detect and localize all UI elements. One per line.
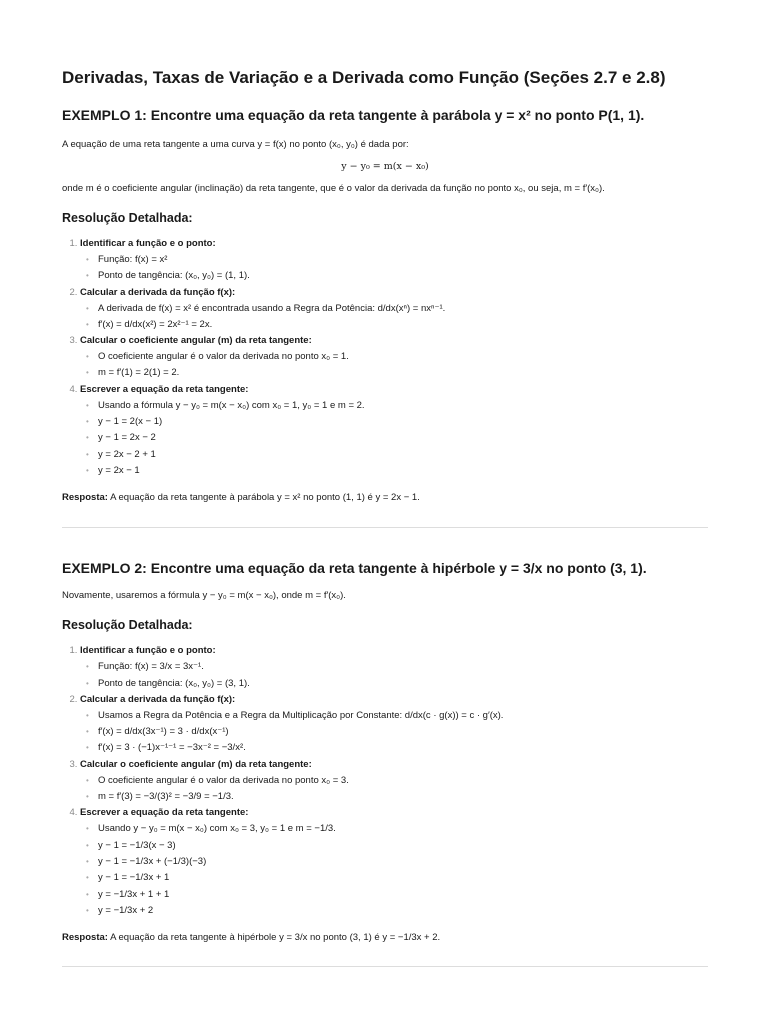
step-item: • Ponto de tangência: (x₀, y₀) = (1, 1).: [98, 268, 708, 284]
step-item: • A derivada de f(x) = x² é encontrada usando a Regra da Potência: d/dx(xⁿ) = nxⁿ⁻¹.: [98, 301, 708, 317]
step-title: Identificar a função e o ponto:: [80, 238, 216, 249]
example-1-heading: [62, 104, 708, 126]
example-2-resolution-title: Resolução Detalhada:: [62, 618, 193, 633]
step-item: • f′(x) = d/dx(3x⁻¹) = 3 · d/dx(x⁻¹): [98, 724, 708, 740]
step-title: Calcular o coeficiente angular (m) da reta tangente:: [80, 335, 312, 347]
step-item: • Usamos a Regra da Potência e a Regra da Multiplicação por Constante: d/dx(c · g(x)) = c · g′(x).: [98, 708, 708, 724]
example-1-intro-2: onde m é o coeficiente angular (inclinação) da reta tangente, que é o valor da derivada da função no ponto x₀, ou seja, m = f′(x₀).: [62, 183, 605, 194]
example-2-steps: [62, 643, 708, 919]
example-2-label: EXEMPLO 2:: [62, 560, 147, 577]
step: [80, 643, 708, 692]
answer-text: A equação da reta tangente à hipérbole y = 3/x no ponto (3, 1) é y = −1/3x + 2.: [110, 932, 441, 944]
tangent-formula: y − y₀ = m(x − x₀): [341, 161, 429, 172]
step-item: • Ponto de tangência: (x₀, y₀) = (3, 1).: [98, 676, 708, 692]
step-item: • Função: f(x) = x²: [98, 252, 708, 268]
example-2-answer: [62, 931, 708, 945]
example-1-intro: A equação de uma reta tangente a uma curva y = f(x) no ponto (x₀, y₀) é dada por:: [62, 139, 409, 150]
step-item: • y − 1 = −1/3x + 1: [98, 870, 708, 886]
example-1-statement: Encontre uma equação da reta tangente à parábola y = x² no ponto P(1, 1).: [150, 107, 645, 123]
step-title: Calcular a derivada da função f(x):: [80, 286, 236, 298]
page-title: Derivadas, Taxas de Variação e a Derivada como Função (Seções 2.7 e 2.8): [62, 68, 666, 87]
step-item: • y = −1/3x + 1 + 1: [98, 887, 708, 903]
step-item: • y − 1 = 2(x − 1): [98, 414, 708, 430]
step-item: • y = 2x − 2 + 1: [98, 447, 708, 463]
step-item: • y − 1 = −1/3x + (−1/3)(−3): [98, 854, 708, 870]
step-item: • m = f′(3) = −3/(3)² = −3/9 = −1/3.: [98, 789, 708, 805]
step-item: • O coeficiente angular é o valor da derivada no ponto x₀ = 1.: [98, 349, 708, 365]
step-item: • f′(x) = d/dx(x²) = 2x²⁻¹ = 2x.: [98, 317, 708, 333]
step: [80, 236, 708, 285]
step: [80, 285, 708, 334]
example-2-statement: Encontre uma equação da reta tangente à hipérbole y = 3/x no ponto (3, 1).: [150, 560, 647, 577]
step: [80, 333, 708, 382]
step-title: Escrever a equação da reta tangente:: [80, 807, 249, 819]
section-divider: [62, 966, 708, 967]
example-1: [62, 104, 708, 505]
step-item: • m = f′(1) = 2(1) = 2.: [98, 365, 708, 381]
step-item: • f′(x) = 3 · (−1)x⁻¹⁻¹ = −3x⁻² = −3/x².: [98, 740, 708, 756]
step-item: • y = −1/3x + 2: [98, 903, 708, 919]
step-title: Calcular a derivada da função f(x):: [80, 693, 236, 705]
step-item: • Usando y − y₀ = m(x − x₀) com x₀ = 3, y₀ = 1 e m = −1/3.: [98, 821, 708, 837]
example-1-resolution-title: Resolução Detalhada:: [62, 211, 193, 225]
answer-text: A equação da reta tangente à parábola y = x² no ponto (1, 1) é y = 2x − 1.: [110, 492, 420, 504]
example-2-heading: [62, 557, 708, 579]
step: [80, 692, 708, 757]
step-item: • y − 1 = 2x − 2: [98, 430, 708, 446]
example-1-answer: [62, 491, 708, 505]
step-title: Identificar a função e o ponto:: [80, 645, 216, 657]
section-divider: [62, 527, 708, 528]
step-item: • Usando a fórmula y − y₀ = m(x − x₀) com x₀ = 1, y₀ = 1 e m = 2.: [98, 398, 708, 414]
example-2-intro: Novamente, usaremos a fórmula y − y₀ = m(x − x₀), onde m = f′(x₀).: [62, 590, 346, 602]
step-item: • y = 2x − 1: [98, 463, 708, 479]
step-title: Calcular o coeficiente angular (m) da reta tangente:: [80, 758, 312, 770]
answer-label: Resposta:: [62, 492, 108, 504]
example-1-label: EXEMPLO 1:: [62, 107, 147, 123]
step-item: • y − 1 = −1/3(x − 3): [98, 838, 708, 854]
step: [80, 805, 708, 919]
example-2: [62, 557, 708, 945]
step-item: • Função: f(x) = 3/x = 3x⁻¹.: [98, 659, 708, 675]
step-title: Escrever a equação da reta tangente:: [80, 383, 249, 395]
step: [80, 757, 708, 806]
answer-label: Resposta:: [62, 932, 108, 944]
document-page: [62, 66, 708, 945]
example-1-steps: [62, 236, 708, 479]
step-item: • O coeficiente angular é o valor da derivada no ponto x₀ = 3.: [98, 773, 708, 789]
step: [80, 382, 708, 479]
